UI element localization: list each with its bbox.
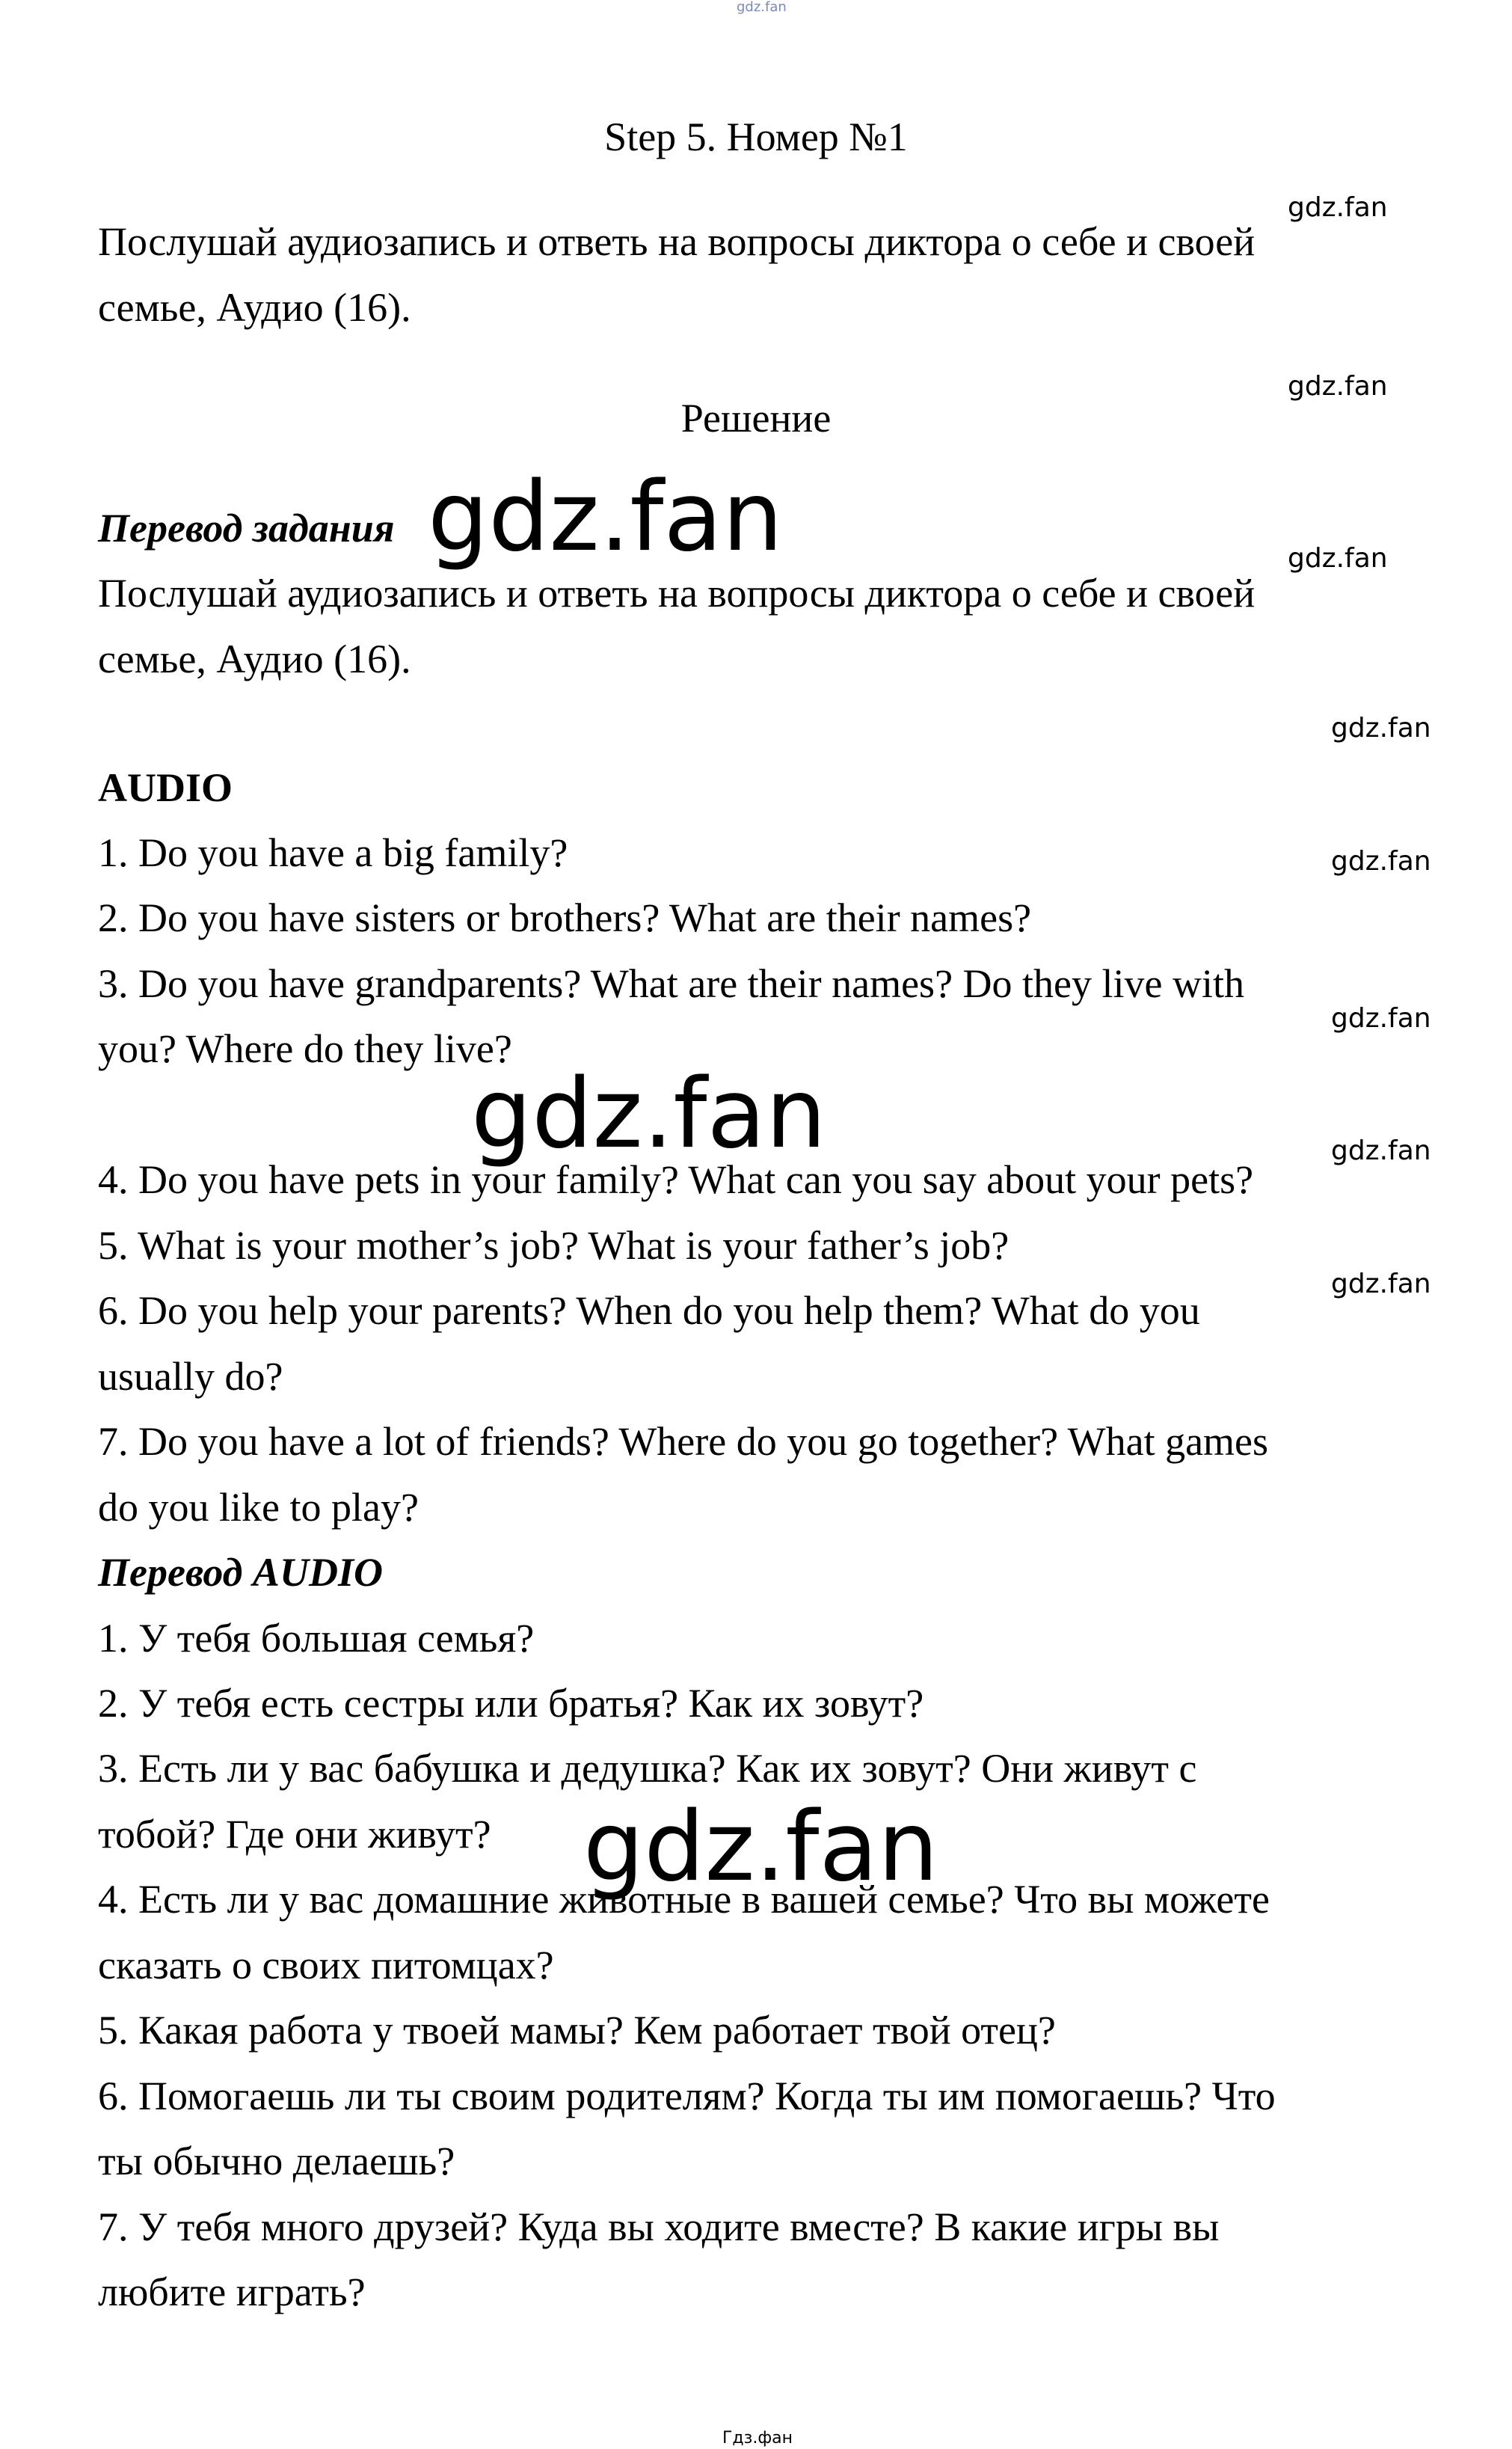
audio-line: 7. Do you have a lot of friends? Where do you go together? What games bbox=[98, 1419, 1269, 1464]
task-line: семье, Аудио (16). bbox=[98, 285, 411, 330]
audio-line: 1. Do you have a big family? bbox=[98, 830, 568, 875]
watermark-big: gdz.fan bbox=[583, 1791, 938, 1903]
watermark-small: gdz.fan bbox=[1331, 1003, 1431, 1034]
translation-task-line: Послушай аудиозапись и ответь на вопросы диктора о себе и своей bbox=[98, 571, 1256, 616]
audio-line: you? Where do they live? bbox=[98, 1026, 512, 1071]
watermark-small: gdz.fan bbox=[1331, 1135, 1431, 1166]
audio-line: 4. Do you have pets in your family? What can you say about your pets? bbox=[98, 1157, 1254, 1202]
audio-translation-line: 7. У тебя много друзей? Куда вы ходите вместе? В какие игры вы bbox=[98, 2204, 1220, 2249]
audio-line: 5. What is your mother’s job? What is your father’s job? bbox=[98, 1223, 1009, 1268]
watermark-small: gdz.fan bbox=[1288, 192, 1388, 223]
audio-translation-line: 4. Есть ли у вас домашние животные в вашей семье? Что вы можете bbox=[98, 1877, 1270, 1922]
page-title: Step 5. Номер №1 bbox=[604, 114, 908, 159]
audio-translation-line: сказать о своих питомцах? bbox=[98, 1943, 554, 1987]
watermark-small: gdz.fan bbox=[1331, 846, 1431, 877]
audio-translation-line: 3. Есть ли у вас бабушка и дедушка? Как их зовут? Они живут с bbox=[98, 1746, 1197, 1791]
audio-translation-line: 5. Какая работа у твоей мамы? Кем работает твой отец? bbox=[98, 2008, 1056, 2053]
audio-translation-line: 6. Помогаешь ли ты своим родителям? Когда ты им помогаешь? Что bbox=[98, 2073, 1276, 2118]
watermark-small: gdz.fan bbox=[1331, 1269, 1431, 1299]
audio-line: 3. Do you have grandparents? What are their names? Do they live with bbox=[98, 961, 1244, 1006]
audio-translation-heading: Перевод AUDIO bbox=[98, 1550, 383, 1595]
audio-line: usually do? bbox=[98, 1354, 283, 1399]
audio-translation-line: тобой? Где они живут? bbox=[98, 1812, 491, 1857]
watermark-small: gdz.fan bbox=[1288, 371, 1388, 402]
audio-translation-line: 2. У тебя есть сестры или братья? Как их зовут? bbox=[98, 1681, 924, 1726]
audio-line: do you like to play? bbox=[98, 1485, 419, 1530]
watermark-bottom: Гдз.фан bbox=[722, 2429, 793, 2448]
audio-heading: AUDIO bbox=[98, 765, 233, 810]
translation-task-heading: Перевод задания bbox=[98, 506, 395, 551]
watermark-big: gdz.fan bbox=[471, 1058, 826, 1170]
audio-translation-line: 1. У тебя большая семья? bbox=[98, 1616, 535, 1661]
watermark-top: gdz.fan bbox=[737, 0, 787, 15]
audio-translation-line: ты обычно делаешь? bbox=[98, 2139, 455, 2183]
audio-line: 2. Do you have sisters or brothers? What are their names? bbox=[98, 895, 1032, 940]
solution-heading: Решение bbox=[680, 396, 832, 441]
watermark-small: gdz.fan bbox=[1288, 543, 1388, 574]
task-line: Послушай аудиозапись и ответь на вопросы диктора о себе и своей bbox=[98, 219, 1256, 264]
watermark-big: gdz.fan bbox=[428, 462, 783, 573]
translation-task-line: семье, Аудио (16). bbox=[98, 637, 411, 681]
audio-line: 6. Do you help your parents? When do you help them? What do you bbox=[98, 1288, 1200, 1333]
watermark-small: gdz.fan bbox=[1331, 713, 1431, 744]
audio-translation-line: любите играть? bbox=[98, 2269, 366, 2314]
